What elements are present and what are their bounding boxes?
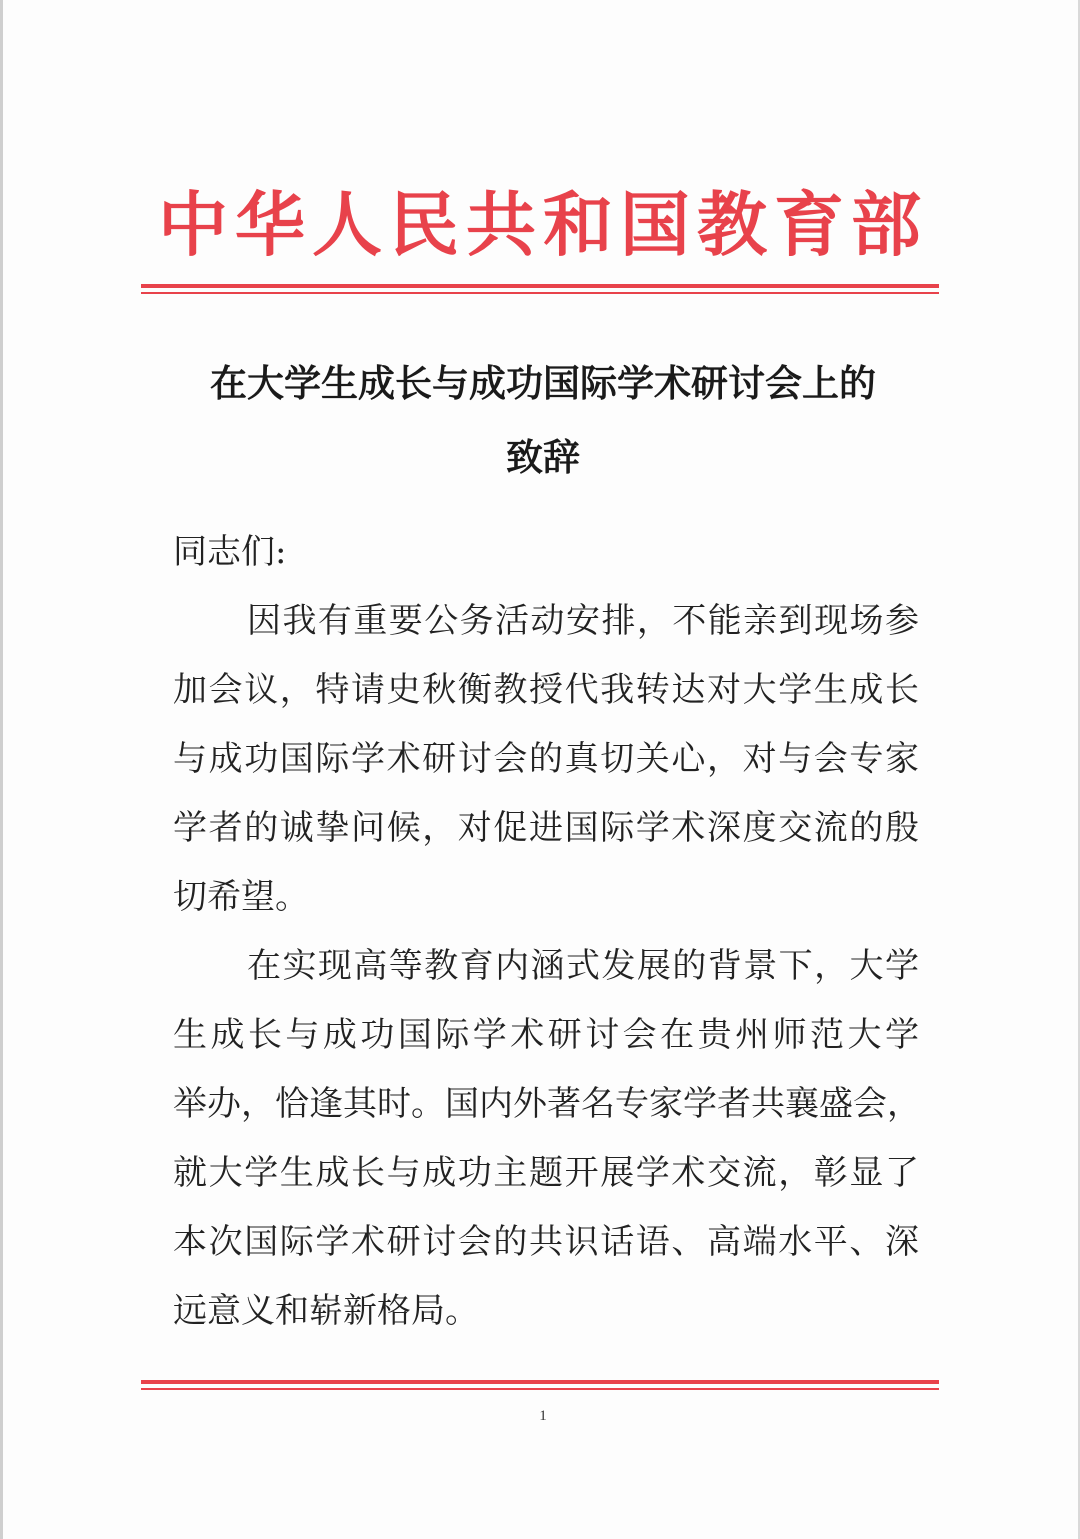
salutation: 同志们:	[173, 532, 287, 572]
paragraph-line: 就大学生成长与成功主题开展学术交流，彰显了	[173, 1153, 919, 1193]
paragraph-line: 举办，恰逢其时。国内外著名专家学者共襄盛会，	[173, 1084, 921, 1124]
paragraph-line: 与成功国际学术研讨会的真切关心，对与会专家	[173, 739, 919, 779]
bottom-rule-thick-line	[141, 1380, 939, 1384]
paragraph-2	[173, 932, 919, 1346]
paragraph-line: 切希望。	[173, 877, 309, 917]
bottom-rule-thin-line	[141, 1388, 939, 1390]
paragraph-1	[173, 587, 919, 932]
document-body	[173, 518, 919, 1346]
paragraph-line: 生成长与成功国际学术研讨会在贵州师范大学	[173, 1015, 919, 1055]
paragraph-line: 在实现高等教育内涵式发展的背景下，大学	[247, 946, 919, 986]
issuer-masthead: 中华人民共和国教育部	[158, 183, 928, 266]
paragraph-line: 学者的诚挚问候，对促进国际学术深度交流的殷	[173, 808, 919, 848]
document-title	[173, 346, 913, 494]
top-rule-thin-line	[141, 292, 939, 294]
title-line-1: 在大学生成长与成功国际学术研讨会上的	[210, 361, 876, 405]
paragraph-line: 远意义和崭新格局。	[173, 1291, 479, 1331]
paragraph-line: 本次国际学术研讨会的共识话语、高端水平、深	[173, 1222, 919, 1262]
paragraph-line: 加会议，特请史秋衡教授代我转达对大学生成长	[173, 670, 919, 710]
title-line-2: 致辞	[506, 435, 580, 479]
page-number: 1	[539, 1408, 547, 1424]
top-red-rule	[141, 284, 939, 296]
paragraph-line: 因我有重要公务活动安排，不能亲到现场参	[247, 601, 919, 641]
bottom-red-rule	[141, 1380, 939, 1392]
top-rule-thick-line	[141, 284, 939, 288]
